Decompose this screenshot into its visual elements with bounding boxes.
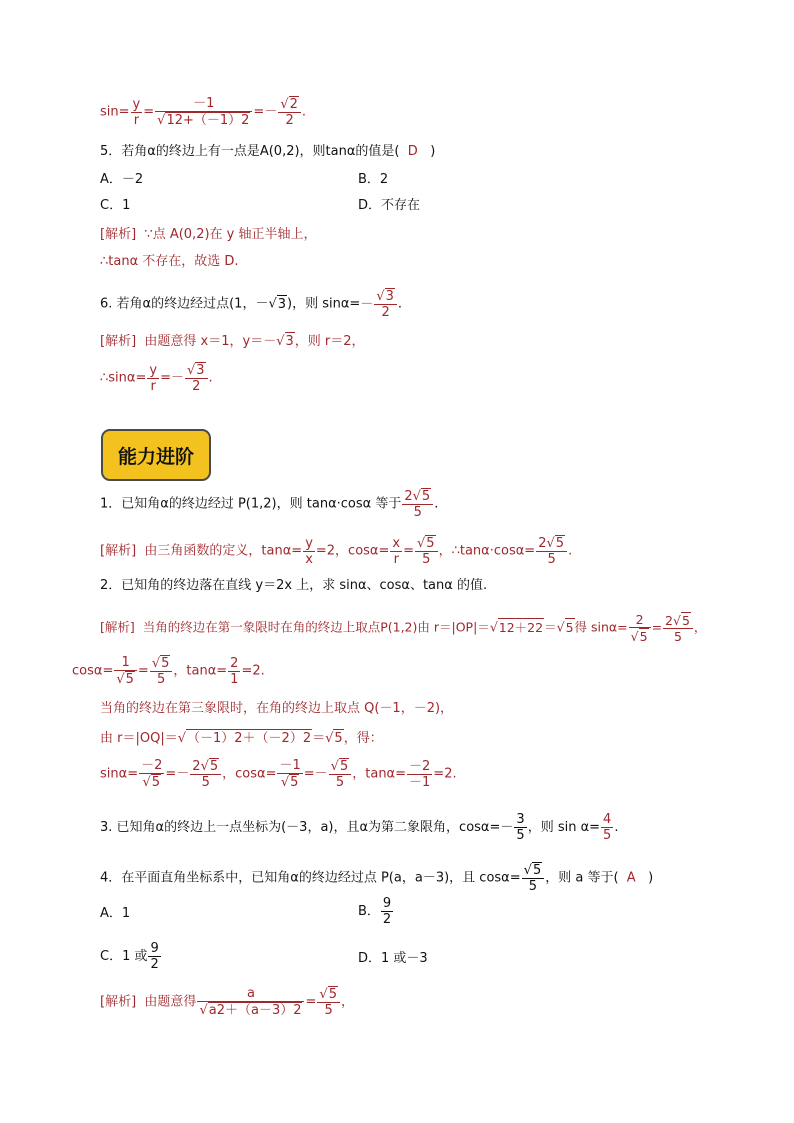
frac-num: √5 [317, 986, 340, 1003]
sqrt-radicand: 5 [565, 619, 574, 635]
sqrt-radicand: 5 [209, 759, 219, 774]
q6-stem-mid: )，则 sinα= [287, 296, 361, 312]
fraction [197, 986, 304, 1018]
fraction [190, 758, 221, 790]
coef: 2 [665, 613, 673, 628]
frac-num: 2√5 [402, 488, 433, 505]
frac-num: x [392, 535, 401, 551]
sign: － [360, 296, 374, 312]
fraction [522, 862, 545, 894]
p4-option-c [100, 941, 162, 972]
sqrt-radicand: 12+（－1）2 [166, 113, 250, 128]
analysis-text: 当角的终边在第一象限时在角的终边上取点P(1,2)由 r＝|OP|＝ [142, 619, 490, 635]
fraction [228, 656, 240, 687]
p4-stem [100, 862, 653, 894]
q5-stem [100, 143, 435, 161]
p2-analysis-line-5 [100, 758, 457, 790]
p4-stem-mid: ，则 a 等于( [545, 870, 619, 886]
fraction [114, 655, 137, 687]
frac-num: 2√5 [663, 612, 693, 629]
q5-option-a: A．－2 [100, 172, 144, 187]
p4-answer: A [626, 870, 636, 886]
frac-num: y [305, 535, 313, 551]
option-label: B． [358, 904, 380, 919]
eq: =－ [165, 766, 190, 782]
period: . [434, 496, 439, 512]
eq: = [143, 104, 155, 120]
q5-stem-text: 5．若角α的终边上有一点是A(0,2)，则tanα的值是( [100, 144, 400, 159]
frac-num: －1 [279, 758, 301, 773]
section-title: 能力进阶 [117, 445, 194, 468]
frac-den: 5 [603, 828, 612, 843]
sqrt-radicand: 5 [421, 489, 431, 504]
fraction [329, 758, 352, 790]
frac-den: r [393, 551, 399, 567]
analysis-text: 由题意得 x＝1，y＝－ [144, 334, 277, 349]
analysis-text: sinα= [100, 766, 139, 782]
q5-analysis-2: ∴tanα 不存在，故选 D. [100, 254, 239, 269]
analysis-text: 由题意得 [144, 994, 197, 1010]
q6-analysis-2 [100, 362, 213, 394]
frac-den: √5 [280, 775, 299, 790]
frac-num: 9 [382, 896, 392, 911]
frac-den: 5 [422, 552, 431, 567]
sqrt-radicand: 3 [385, 289, 394, 304]
frac-num: √2 [278, 96, 301, 113]
frac-num: －2 [409, 758, 431, 774]
sqrt-radicand: 5 [339, 759, 349, 774]
p4-close: ) [648, 870, 654, 886]
frac-num: y [132, 96, 141, 112]
section-badge [101, 429, 211, 481]
sqrt-radicand: 5 [328, 987, 337, 1002]
frac-num: －1 [155, 96, 252, 112]
analysis-tag: [解析] [100, 619, 135, 635]
analysis-tag: [解析] [100, 227, 137, 242]
p2-analysis-line-1: [解析] 当角的终边在第一象限时在角的终边上取点P(1,2)由 r＝|OP|＝√12＋22＝√5得 sinα= $\frac{2}{√5}$ = $\frac{2√5}{5}$ ， [100, 612, 707, 644]
eq: =－ [253, 104, 278, 120]
p1-answer-fraction [402, 488, 433, 520]
frac-num: 2 [629, 612, 651, 628]
p4-analysis [100, 986, 354, 1018]
sqrt-radicand: 5 [532, 863, 542, 878]
fraction [514, 812, 526, 843]
sqrt-radicand: 5 [161, 656, 170, 671]
frac-den: √5 [142, 775, 161, 790]
frac-den: 5 [674, 629, 682, 644]
analysis-text: ，tanα= [352, 766, 407, 782]
frac-num: y [149, 362, 158, 378]
fraction [415, 535, 438, 567]
sqrt-radicand: 2 [289, 97, 298, 112]
p4-option-b [358, 896, 394, 927]
frac-den: √12+（－1）2 [157, 113, 250, 128]
frac-den: r [150, 378, 156, 394]
frac-num: 2 [230, 655, 239, 671]
comma: ， [340, 994, 354, 1010]
frac-num: 1 [114, 655, 137, 671]
frac-den: 5 [324, 1003, 333, 1018]
q6-stem: 6. 若角α的终边经过点(1，－√3)，则 sinα=－ $\frac{√3}{2}$ . [100, 289, 403, 320]
fraction [317, 986, 340, 1018]
fraction [277, 758, 302, 790]
fraction [663, 612, 693, 644]
analysis-text: ，则 r＝2， [294, 334, 365, 349]
period: . [301, 104, 307, 120]
comma: ， [693, 619, 707, 635]
eq: ＝ [312, 731, 326, 746]
fraction [147, 363, 159, 394]
p2-analysis-line-2 [72, 655, 265, 687]
fraction [407, 759, 432, 790]
option-label: C．1 或 [100, 949, 148, 964]
sqrt-radicand: 12＋22 [498, 619, 544, 635]
coef: 2 [538, 536, 547, 551]
p3-stem [100, 812, 618, 843]
sqrt-radicand: 5 [681, 613, 690, 628]
frac-num: 3 [516, 812, 525, 827]
analysis-text: =2. [241, 663, 265, 679]
fraction [131, 97, 143, 128]
sqrt-radicand: 3 [196, 363, 205, 378]
sqrt-radicand: 5 [555, 536, 565, 551]
eq: = [137, 663, 149, 679]
analysis-tag: [解析] [100, 543, 137, 559]
fraction [155, 96, 252, 128]
frac-num: √5 [150, 655, 173, 672]
q5-option-d: D．不存在 [358, 198, 421, 213]
frac-den: 2 [285, 113, 294, 128]
analysis-text: ，得： [343, 731, 383, 746]
frac-num: 2√5 [190, 758, 221, 775]
fraction [148, 941, 160, 972]
p3-answer-fraction [601, 812, 613, 843]
frac-num: 2√5 [536, 535, 567, 552]
frac-den: 1 [230, 671, 239, 687]
q6-stem-text: 6. 若角α的终边经过点(1，－ [100, 296, 269, 312]
frac-den: √5 [116, 672, 134, 687]
frac-num: √3 [185, 362, 208, 379]
sqrt-radicand: 5 [290, 775, 299, 790]
analysis-text: ，cosα= [222, 766, 277, 782]
analysis-tag: [解析] [100, 334, 137, 349]
sqrt-radicand: 5 [426, 536, 435, 551]
coef: 2 [192, 759, 201, 774]
p2-stem: 2．已知角的终边落在直线 y＝2x 上，求 sinα、cosα、tanα 的值. [100, 578, 488, 593]
q6-answer [360, 289, 398, 320]
q6-analysis-1: [解析] 由题意得 x＝1，y＝－√3，则 r＝2， [100, 334, 365, 349]
frac-den: 5 [516, 828, 525, 843]
period: . [568, 543, 573, 559]
analysis-text: 由 r＝|OQ|＝ [100, 731, 178, 746]
eq: = [305, 994, 317, 1010]
fraction [303, 536, 315, 567]
p4-option-d: D．1 或－3 [358, 951, 428, 966]
frac-num: √5 [415, 535, 438, 552]
p2-analysis-line-4: 由 r＝|OQ|＝√（－1）2＋（－2）2＝√5，得： [100, 731, 383, 746]
eq: = [403, 543, 414, 559]
analysis-text: ，tanα= [173, 663, 228, 679]
frac-den: 5 [156, 672, 166, 687]
fraction [390, 536, 402, 567]
fraction [139, 758, 164, 790]
analysis-text: ，∴tanα·cosα= [438, 543, 536, 559]
analysis-text: =2，cosα= [315, 543, 390, 559]
coef: 2 [404, 489, 413, 504]
p1-analysis [100, 535, 572, 567]
frac-den: 5 [201, 775, 210, 790]
q5-option-b: B．2 [358, 172, 389, 187]
top-sin-formula [100, 96, 306, 128]
p1-stem-text: 1．已知角α的终边经过 P(1,2)，则 tanα·cosα 等于 [100, 496, 402, 512]
fraction [278, 96, 301, 128]
sqrt-radicand: 5 [151, 775, 161, 790]
frac-num: 4 [603, 812, 612, 827]
q5-option-c: C．1 [100, 198, 131, 213]
sqrt-radicand: 3 [277, 296, 287, 312]
frac-den: 5 [547, 552, 556, 567]
analysis-text: 由三角函数的定义，tanα= [144, 543, 303, 559]
fraction [374, 288, 397, 320]
fraction [185, 362, 208, 394]
sqrt-radicand: 5 [334, 731, 343, 746]
frac-den: 5 [528, 879, 538, 894]
frac-den: 5 [335, 775, 345, 790]
fraction [150, 655, 173, 687]
frac-den: √5 [630, 629, 648, 644]
sqrt-radicand: 5 [125, 672, 134, 687]
frac-num: √3 [374, 288, 397, 305]
eq: = [651, 619, 663, 635]
p3-stem-mid: ，则 sin α= [527, 820, 601, 835]
period: . [397, 296, 403, 312]
analysis-tag: [解析] [100, 994, 137, 1010]
fraction [536, 535, 567, 567]
eq: =－ [303, 766, 328, 782]
q5-close: ) [430, 144, 436, 159]
p1-stem [100, 488, 438, 520]
frac-num: √5 [522, 862, 545, 879]
sin-lhs: sin= [100, 104, 130, 120]
p3-stem-text: 3. 已知角α的终边上一点坐标为(－3，a)，且α为第二象限角，cosα=－ [100, 820, 514, 835]
p4-option-a: A．1 [100, 906, 131, 921]
q5-answer: D [407, 144, 418, 159]
frac-den: －1 [409, 774, 431, 790]
analysis-text: ∵点 A(0,2)在 y 轴正半轴上， [144, 227, 317, 242]
frac-den: √a2＋（a－3）2 [199, 1003, 302, 1018]
period: . [614, 820, 619, 835]
analysis-text: =2. [433, 766, 457, 782]
frac-den: 2 [381, 305, 390, 320]
sqrt-radicand: a2＋（a－3）2 [208, 1003, 302, 1018]
fraction [381, 896, 393, 927]
analysis-text: 得 sinα= [574, 619, 628, 635]
frac-den: 2 [192, 379, 201, 394]
q5-analysis-1 [100, 226, 317, 244]
sqrt-radicand: 5 [639, 629, 648, 644]
frac-den: x [305, 551, 313, 567]
frac-num: a [197, 986, 304, 1002]
analysis-text: ∴sinα= [100, 370, 147, 386]
sqrt-radicand: 3 [285, 334, 294, 349]
fraction [629, 612, 651, 644]
eq: =－ [160, 370, 184, 386]
frac-num: －2 [141, 758, 163, 773]
period: . [208, 370, 213, 386]
frac-den: r [133, 112, 140, 128]
frac-num: 9 [150, 941, 159, 956]
frac-den: 2 [382, 912, 392, 927]
frac-den: 5 [413, 505, 422, 520]
p2-analysis-line-3: 当角的终边在第三象限时，在角的终边上取点 Q(－1，－2)， [100, 701, 454, 716]
eq: ＝ [544, 619, 557, 635]
p4-stem-text: 4．在平面直角坐标系中，已知角α的终边经过点 P(a，a－3)，且 cosα= [100, 870, 521, 886]
frac-num: √5 [329, 758, 352, 775]
frac-den: 2 [150, 957, 159, 972]
analysis-text: cosα= [72, 663, 114, 679]
sqrt-radicand: （－1）2＋（－2）2 [187, 731, 312, 746]
